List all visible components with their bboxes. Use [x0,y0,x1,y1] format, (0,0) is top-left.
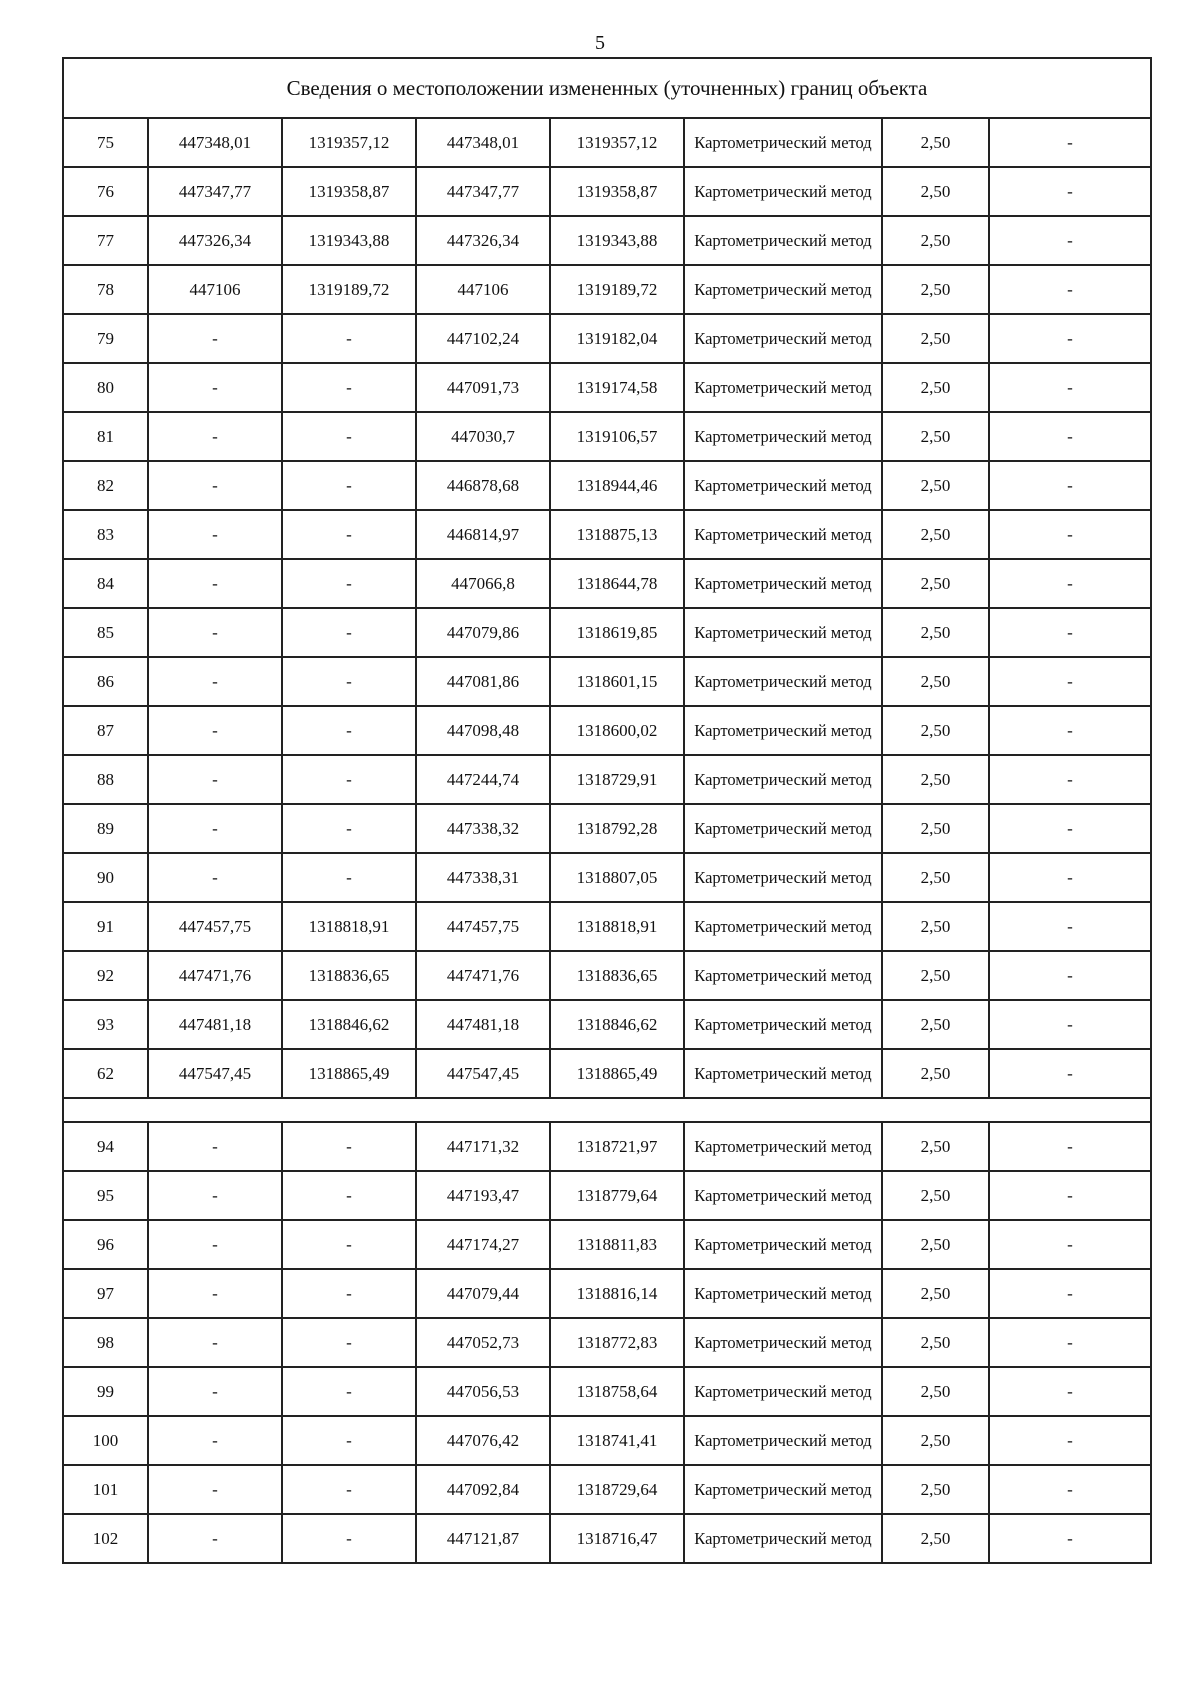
table-row [63,1367,1151,1416]
refined-y-cell: 1318779,64 [550,1171,684,1220]
method-cell: Картометрический метод [684,314,882,363]
page-number: 5 [595,32,605,54]
method-cell: Картометрический метод [684,461,882,510]
refined-x-cell: 447098,48 [416,706,550,755]
existing-y-cell: - [282,363,416,412]
method-cell: Картометрический метод [684,951,882,1000]
accuracy-cell: 2,50 [882,412,989,461]
method-cell: Картометрический метод [684,1122,882,1171]
existing-y-cell: - [282,804,416,853]
existing-x-cell: 447547,45 [148,1049,282,1098]
existing-y-cell: - [282,1465,416,1514]
method-cell: Картометрический метод [684,608,882,657]
accuracy-cell: 2,50 [882,216,989,265]
existing-x-cell: - [148,461,282,510]
refined-x-cell: 447471,76 [416,951,550,1000]
table-row [63,510,1151,559]
note-cell: - [989,265,1151,314]
existing-y-cell: 1319357,12 [282,118,416,167]
table-row [63,167,1151,216]
point-number-cell: 100 [63,1416,148,1465]
method-cell: Картометрический метод [684,167,882,216]
existing-x-cell: - [148,657,282,706]
table-row [63,1514,1151,1563]
table-row [63,755,1151,804]
existing-x-cell: - [148,1171,282,1220]
point-number-cell: 87 [63,706,148,755]
accuracy-cell: 2,50 [882,559,989,608]
refined-x-cell: 447076,42 [416,1416,550,1465]
note-cell: - [989,902,1151,951]
existing-x-cell: - [148,608,282,657]
table-row [63,1269,1151,1318]
refined-x-cell: 447174,27 [416,1220,550,1269]
existing-y-cell: - [282,1416,416,1465]
refined-y-cell: 1318758,64 [550,1367,684,1416]
refined-x-cell: 447056,53 [416,1367,550,1416]
accuracy-cell: 2,50 [882,1465,989,1514]
existing-y-cell: - [282,314,416,363]
refined-x-cell: 447481,18 [416,1000,550,1049]
table-row [63,1465,1151,1514]
accuracy-cell: 2,50 [882,804,989,853]
accuracy-cell: 2,50 [882,510,989,559]
point-number-cell: 83 [63,510,148,559]
point-number-cell: 81 [63,412,148,461]
method-cell: Картометрический метод [684,1171,882,1220]
refined-y-cell: 1318741,41 [550,1416,684,1465]
existing-y-cell: 1318865,49 [282,1049,416,1098]
table-title: Сведения о местоположении измененных (уточненных) границ объекта [63,58,1151,118]
point-number-cell: 91 [63,902,148,951]
point-number-cell: 97 [63,1269,148,1318]
table-row [63,1171,1151,1220]
existing-x-cell: - [148,1122,282,1171]
refined-y-cell: 1319357,12 [550,118,684,167]
table-row [63,412,1151,461]
accuracy-cell: 2,50 [882,167,989,216]
separator-cell [63,1098,1151,1122]
table-row [63,902,1151,951]
point-number-cell: 82 [63,461,148,510]
accuracy-cell: 2,50 [882,755,989,804]
method-cell: Картометрический метод [684,1049,882,1098]
existing-x-cell: - [148,853,282,902]
refined-y-cell: 1319343,88 [550,216,684,265]
table-row [63,1220,1151,1269]
note-cell: - [989,1318,1151,1367]
table-row [63,853,1151,902]
refined-x-cell: 447079,86 [416,608,550,657]
note-cell: - [989,853,1151,902]
refined-x-cell: 447092,84 [416,1465,550,1514]
refined-y-cell: 1318818,91 [550,902,684,951]
point-number-cell: 99 [63,1367,148,1416]
point-number-cell: 101 [63,1465,148,1514]
accuracy-cell: 2,50 [882,461,989,510]
accuracy-cell: 2,50 [882,902,989,951]
accuracy-cell: 2,50 [882,951,989,1000]
note-cell: - [989,1465,1151,1514]
existing-x-cell: - [148,755,282,804]
existing-x-cell: - [148,1318,282,1367]
existing-y-cell: 1319358,87 [282,167,416,216]
point-number-cell: 78 [63,265,148,314]
refined-y-cell: 1318729,64 [550,1465,684,1514]
note-cell: - [989,1122,1151,1171]
point-number-cell: 102 [63,1514,148,1563]
refined-y-cell: 1318865,49 [550,1049,684,1098]
refined-y-cell: 1318836,65 [550,951,684,1000]
refined-y-cell: 1318600,02 [550,706,684,755]
method-cell: Картометрический метод [684,657,882,706]
existing-x-cell: - [148,510,282,559]
point-number-cell: 80 [63,363,148,412]
table-body [63,118,1151,1563]
method-cell: Картометрический метод [684,1220,882,1269]
note-cell: - [989,559,1151,608]
note-cell: - [989,1269,1151,1318]
existing-y-cell: - [282,510,416,559]
existing-x-cell: - [148,706,282,755]
point-number-cell: 75 [63,118,148,167]
existing-x-cell: - [148,1220,282,1269]
accuracy-cell: 2,50 [882,853,989,902]
refined-y-cell: 1318601,15 [550,657,684,706]
point-number-cell: 85 [63,608,148,657]
method-cell: Картометрический метод [684,216,882,265]
table-row [63,1122,1151,1171]
method-cell: Картометрический метод [684,265,882,314]
note-cell: - [989,461,1151,510]
refined-x-cell: 447030,7 [416,412,550,461]
table-title-row [63,58,1151,118]
refined-x-cell: 447052,73 [416,1318,550,1367]
note-cell: - [989,755,1151,804]
existing-x-cell: 447347,77 [148,167,282,216]
existing-y-cell: 1318818,91 [282,902,416,951]
existing-x-cell: - [148,559,282,608]
existing-y-cell: - [282,1220,416,1269]
refined-x-cell: 447066,8 [416,559,550,608]
accuracy-cell: 2,50 [882,657,989,706]
point-number-cell: 96 [63,1220,148,1269]
note-cell: - [989,216,1151,265]
accuracy-cell: 2,50 [882,363,989,412]
point-number-cell: 89 [63,804,148,853]
refined-y-cell: 1319182,04 [550,314,684,363]
refined-x-cell: 447121,87 [416,1514,550,1563]
table-row [63,1049,1151,1098]
table-row [63,657,1151,706]
existing-x-cell: 447471,76 [148,951,282,1000]
method-cell: Картометрический метод [684,118,882,167]
table-row [63,951,1151,1000]
refined-x-cell: 447348,01 [416,118,550,167]
table-row [63,314,1151,363]
note-cell: - [989,706,1151,755]
refined-y-cell: 1318944,46 [550,461,684,510]
method-cell: Картометрический метод [684,853,882,902]
refined-x-cell: 447326,34 [416,216,550,265]
point-number-cell: 94 [63,1122,148,1171]
existing-x-cell: 447348,01 [148,118,282,167]
existing-y-cell: - [282,1269,416,1318]
note-cell: - [989,608,1151,657]
existing-x-cell: - [148,1465,282,1514]
refined-y-cell: 1318811,83 [550,1220,684,1269]
refined-y-cell: 1318816,14 [550,1269,684,1318]
boundary-coordinates-table [62,57,1152,1564]
method-cell: Картометрический метод [684,510,882,559]
existing-y-cell: 1318846,62 [282,1000,416,1049]
accuracy-cell: 2,50 [882,265,989,314]
existing-y-cell: - [282,1171,416,1220]
refined-y-cell: 1319106,57 [550,412,684,461]
refined-x-cell: 447091,73 [416,363,550,412]
existing-x-cell: 447326,34 [148,216,282,265]
refined-x-cell: 447102,24 [416,314,550,363]
refined-y-cell: 1318772,83 [550,1318,684,1367]
existing-y-cell: - [282,1318,416,1367]
method-cell: Картометрический метод [684,412,882,461]
existing-x-cell: 447106 [148,265,282,314]
table-row [63,265,1151,314]
note-cell: - [989,1171,1151,1220]
existing-x-cell: - [148,804,282,853]
existing-y-cell: 1319189,72 [282,265,416,314]
refined-y-cell: 1318716,47 [550,1514,684,1563]
separator-row [63,1098,1151,1122]
existing-y-cell: - [282,461,416,510]
point-number-cell: 84 [63,559,148,608]
refined-y-cell: 1318875,13 [550,510,684,559]
refined-x-cell: 447079,44 [416,1269,550,1318]
refined-x-cell: 446814,97 [416,510,550,559]
table-row [63,706,1151,755]
refined-y-cell: 1318644,78 [550,559,684,608]
point-number-cell: 92 [63,951,148,1000]
existing-x-cell: 447457,75 [148,902,282,951]
point-number-cell: 93 [63,1000,148,1049]
refined-y-cell: 1319174,58 [550,363,684,412]
refined-y-cell: 1318729,91 [550,755,684,804]
method-cell: Картометрический метод [684,1367,882,1416]
point-number-cell: 62 [63,1049,148,1098]
refined-y-cell: 1318619,85 [550,608,684,657]
point-number-cell: 76 [63,167,148,216]
refined-x-cell: 447338,32 [416,804,550,853]
refined-y-cell: 1318792,28 [550,804,684,853]
method-cell: Картометрический метод [684,755,882,804]
method-cell: Картометрический метод [684,1000,882,1049]
accuracy-cell: 2,50 [882,314,989,363]
refined-x-cell: 447338,31 [416,853,550,902]
table-row [63,1416,1151,1465]
note-cell: - [989,412,1151,461]
note-cell: - [989,804,1151,853]
accuracy-cell: 2,50 [882,1122,989,1171]
refined-y-cell: 1319189,72 [550,265,684,314]
method-cell: Картометрический метод [684,902,882,951]
accuracy-cell: 2,50 [882,1269,989,1318]
existing-x-cell: - [148,1514,282,1563]
table-row [63,216,1151,265]
accuracy-cell: 2,50 [882,1416,989,1465]
existing-y-cell: - [282,559,416,608]
table-row [63,461,1151,510]
existing-y-cell: - [282,706,416,755]
existing-y-cell: - [282,1122,416,1171]
point-number-cell: 88 [63,755,148,804]
refined-y-cell: 1319358,87 [550,167,684,216]
point-number-cell: 77 [63,216,148,265]
note-cell: - [989,1220,1151,1269]
method-cell: Картометрический метод [684,804,882,853]
note-cell: - [989,1514,1151,1563]
accuracy-cell: 2,50 [882,706,989,755]
refined-x-cell: 447171,32 [416,1122,550,1171]
method-cell: Картометрический метод [684,1416,882,1465]
existing-y-cell: - [282,608,416,657]
note-cell: - [989,1367,1151,1416]
method-cell: Картометрический метод [684,1318,882,1367]
existing-y-cell: 1319343,88 [282,216,416,265]
existing-y-cell: 1318836,65 [282,951,416,1000]
table-row [63,804,1151,853]
refined-x-cell: 446878,68 [416,461,550,510]
existing-y-cell: - [282,755,416,804]
refined-y-cell: 1318721,97 [550,1122,684,1171]
refined-x-cell: 447193,47 [416,1171,550,1220]
table-row [63,1000,1151,1049]
method-cell: Картометрический метод [684,1465,882,1514]
note-cell: - [989,951,1151,1000]
method-cell: Картометрический метод [684,1514,882,1563]
existing-x-cell: - [148,1367,282,1416]
accuracy-cell: 2,50 [882,608,989,657]
table-row [63,118,1151,167]
accuracy-cell: 2,50 [882,1049,989,1098]
refined-x-cell: 447457,75 [416,902,550,951]
existing-x-cell: - [148,314,282,363]
existing-y-cell: - [282,657,416,706]
point-number-cell: 95 [63,1171,148,1220]
note-cell: - [989,167,1151,216]
method-cell: Картометрический метод [684,363,882,412]
existing-y-cell: - [282,1514,416,1563]
note-cell: - [989,1049,1151,1098]
refined-y-cell: 1318846,62 [550,1000,684,1049]
accuracy-cell: 2,50 [882,118,989,167]
note-cell: - [989,118,1151,167]
accuracy-cell: 2,50 [882,1318,989,1367]
note-cell: - [989,363,1151,412]
refined-y-cell: 1318807,05 [550,853,684,902]
note-cell: - [989,510,1151,559]
accuracy-cell: 2,50 [882,1367,989,1416]
table-row [63,1318,1151,1367]
existing-y-cell: - [282,412,416,461]
accuracy-cell: 2,50 [882,1514,989,1563]
refined-x-cell: 447106 [416,265,550,314]
note-cell: - [989,657,1151,706]
refined-x-cell: 447081,86 [416,657,550,706]
point-number-cell: 90 [63,853,148,902]
existing-y-cell: - [282,853,416,902]
table-row [63,363,1151,412]
refined-x-cell: 447244,74 [416,755,550,804]
note-cell: - [989,314,1151,363]
method-cell: Картометрический метод [684,706,882,755]
refined-x-cell: 447347,77 [416,167,550,216]
method-cell: Картометрический метод [684,1269,882,1318]
point-number-cell: 86 [63,657,148,706]
note-cell: - [989,1000,1151,1049]
accuracy-cell: 2,50 [882,1171,989,1220]
existing-x-cell: - [148,412,282,461]
refined-x-cell: 447547,45 [416,1049,550,1098]
method-cell: Картометрический метод [684,559,882,608]
point-number-cell: 79 [63,314,148,363]
note-cell: - [989,1416,1151,1465]
existing-x-cell: - [148,1269,282,1318]
accuracy-cell: 2,50 [882,1220,989,1269]
existing-y-cell: - [282,1367,416,1416]
table-row [63,559,1151,608]
accuracy-cell: 2,50 [882,1000,989,1049]
existing-x-cell: - [148,363,282,412]
point-number-cell: 98 [63,1318,148,1367]
existing-x-cell: 447481,18 [148,1000,282,1049]
existing-x-cell: - [148,1416,282,1465]
table-row [63,608,1151,657]
